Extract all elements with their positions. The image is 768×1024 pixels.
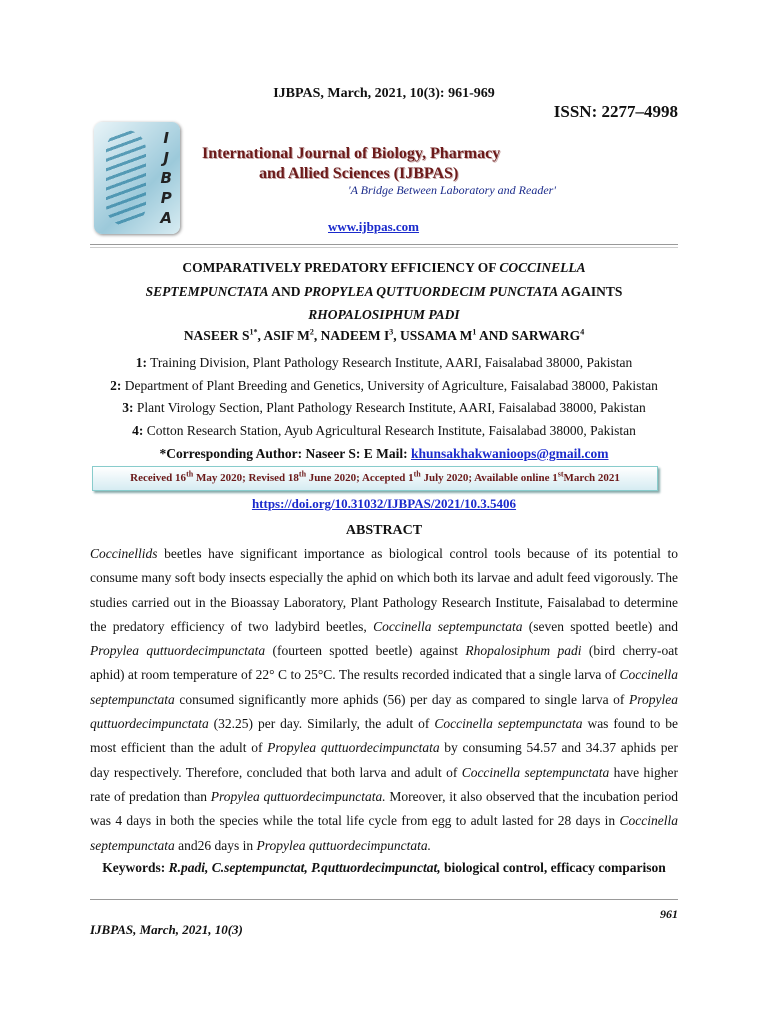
author-name: , NADEEM I	[313, 328, 390, 343]
title-text: SEPTEMPUNCTATA	[145, 283, 269, 299]
footer-divider	[90, 899, 678, 900]
affiliation-text: Training Division, Plant Pathology Research Institute, AARI, Faisalabad 38000, Pakistan	[147, 355, 633, 370]
affiliation	[90, 423, 678, 439]
affiliation-number: 3:	[122, 400, 134, 415]
author-name: , USSAMA M	[393, 328, 473, 343]
abstract-text: and26 days in	[174, 837, 257, 853]
abstract-text: was found to be most efficient than the adult of	[90, 716, 678, 756]
dna-helix-icon	[106, 130, 146, 226]
affiliation	[90, 355, 678, 371]
logo-letter: B	[160, 169, 172, 187]
date-sup: th	[298, 469, 307, 479]
date-text: Received 16	[130, 472, 187, 484]
affiliation	[90, 378, 678, 394]
affiliation-text: Department of Plant Breeding and Genetics, University of Agriculture, Faisalabad 38000, Pakistan	[121, 378, 658, 393]
abstract-text: Coccinella septempunctata	[90, 813, 678, 853]
abstract-text: Propylea quttuordecimpunctata.	[256, 837, 431, 853]
journal-name-line: and Allied Sciences (IJBPAS)	[259, 165, 459, 182]
journal-name-line: International Journal of Biology, Pharmacy	[202, 145, 501, 162]
date-text: March 2021	[563, 472, 620, 484]
author-affiliation-mark: 2	[309, 327, 314, 337]
abstract-text: by consuming 54.57 and 34.37 aphids per day respectively. Therefore, concluded that both larva and adult of	[90, 740, 678, 780]
logo-letters	[160, 128, 172, 228]
date-text: July 2020; Available online 1	[420, 472, 558, 484]
title-text: PROPYLEA QUTTUORDECIM PUNCTATA	[303, 283, 559, 299]
author-name: , ASIF M	[257, 328, 310, 343]
header-divider	[90, 244, 678, 245]
keywords-terms: biological control, efficacy comparison	[440, 860, 666, 875]
abstract-text: (seven spotted beetle) and	[522, 618, 678, 634]
abstract-text: Moreover, it also observed that the incubation period was 4 days in both the species while the total life cycle from egg to adult lasted for 28 days in	[90, 788, 678, 829]
author-name: NASEER S	[183, 328, 250, 343]
date-sup: th	[186, 469, 194, 479]
affiliation-number: 2:	[110, 378, 122, 393]
footer-citation: IJBPAS, March, 2021, 10(3)	[90, 922, 243, 937]
abstract-heading: ABSTRACT	[345, 523, 423, 538]
logo-letter: I	[163, 129, 169, 147]
journal-citation: IJBPAS, March, 2021, 10(3): 961-969	[273, 86, 495, 101]
logo-letter: P	[160, 189, 172, 207]
abstract-text: (fourteen spotted beetle) against	[265, 643, 466, 659]
journal-website-link[interactable]: www.ijbpas.com	[328, 219, 420, 234]
title-text: AGAINTS	[558, 283, 623, 299]
author-name: AND SARWARG	[476, 328, 581, 343]
affiliation-number: 4:	[132, 423, 144, 438]
keywords-label: Keywords:	[102, 860, 169, 875]
keywords	[90, 860, 678, 876]
abstract-text: Coccinella septempunctata	[434, 716, 583, 732]
abstract-text: Propylea quttuordecimpunctata	[267, 740, 440, 756]
keywords-terms: R.padi, C.septempunctat, P.quttuordecimpunctat,	[168, 860, 441, 875]
title-text: RHOPALOSIPHUM PADI	[308, 307, 460, 322]
abstract-text: Propylea quttuordecimpunctata	[90, 691, 678, 732]
author-affiliation-mark: 1	[472, 327, 477, 337]
affiliation-text: Cotton Research Station, Ayub Agricultural Research Institute, Faisalabad 38000, Pakistan	[143, 423, 636, 438]
publication-dates	[92, 466, 658, 491]
abstract-text: beetles have significant importance as biological control tools because of its potential to consume many soft body insects especially the aphid on which both its larvae and adult feed vigorously. The studies carried out in the Bioassay Laboratory, Plant Pathology Research Institute, Faisalabad to determine the predatory efficiency of two ladybird beetles,	[90, 546, 678, 634]
logo-letter: J	[163, 149, 169, 167]
journal-name	[202, 144, 500, 184]
author-email-link[interactable]: khunsakhakwanioops@gmail.com	[411, 446, 609, 461]
paper-title	[90, 256, 678, 327]
date-text: May 2020; Revised 18	[193, 472, 299, 484]
date-text: June 2020; Accepted 1	[306, 472, 414, 484]
title-text: COMPARATIVELY PREDATORY EFFICIENCY OF	[182, 260, 500, 275]
journal-logo	[94, 122, 180, 234]
abstract-text: Coccinella septempunctata	[90, 667, 678, 707]
doi-link[interactable]: https://doi.org/10.31032/IJBPAS/2021/10.3.5406	[251, 496, 517, 511]
affiliation	[90, 400, 678, 416]
abstract-body	[90, 542, 678, 858]
abstract-text: have higher rate of predation than	[90, 764, 678, 804]
abstract-text: (bird cherry-oat aphid) at room temperature of 22° C to 25°C. The results recorded indicated that a single larva of	[90, 643, 678, 683]
affiliation-text: Plant Virology Section, Plant Pathology Research Institute, AARI, Faisalabad 38000, Pakistan	[133, 400, 646, 415]
logo-letter: A	[160, 209, 172, 227]
corresponding-author	[90, 446, 678, 462]
title-text: COCCINELLA	[499, 260, 586, 275]
title-text: AND	[268, 283, 304, 299]
doi	[90, 496, 678, 512]
affiliation-number: 1:	[135, 355, 147, 370]
issn: ISSN: 2277–4998	[553, 102, 678, 121]
abstract-text: consumed significantly more aphids (56) per day as compared to single larva of	[174, 691, 630, 707]
page-number: 961	[660, 907, 678, 921]
abstract-text: Propylea quttuordecimpunctata	[90, 643, 266, 659]
abstract-text: Rhopalosiphum padi	[465, 643, 582, 659]
author-affiliation-mark: 4	[580, 327, 585, 337]
journal-tagline: 'A Bridge Between Laboratory and Reader'	[348, 183, 556, 197]
date-sup: th	[413, 469, 421, 479]
abstract-text: Propylea quttuordecimpunctata.	[210, 788, 386, 804]
author-list	[90, 328, 678, 344]
author-affiliation-mark: 1*	[249, 327, 258, 337]
abstract-text: (32.25) per day. Similarly, the adult of	[208, 716, 435, 732]
abstract-text: Coccinella septempunctata	[461, 764, 610, 780]
abstract-text: Coccinellids	[90, 546, 158, 561]
abstract-text: Coccinella septempunctata	[373, 618, 523, 634]
header-divider	[90, 247, 678, 248]
author-affiliation-mark: 3	[389, 327, 394, 337]
date-sup: st	[557, 469, 564, 479]
corresponding-label: *Corresponding Author: Naseer S: E Mail:	[159, 446, 411, 461]
